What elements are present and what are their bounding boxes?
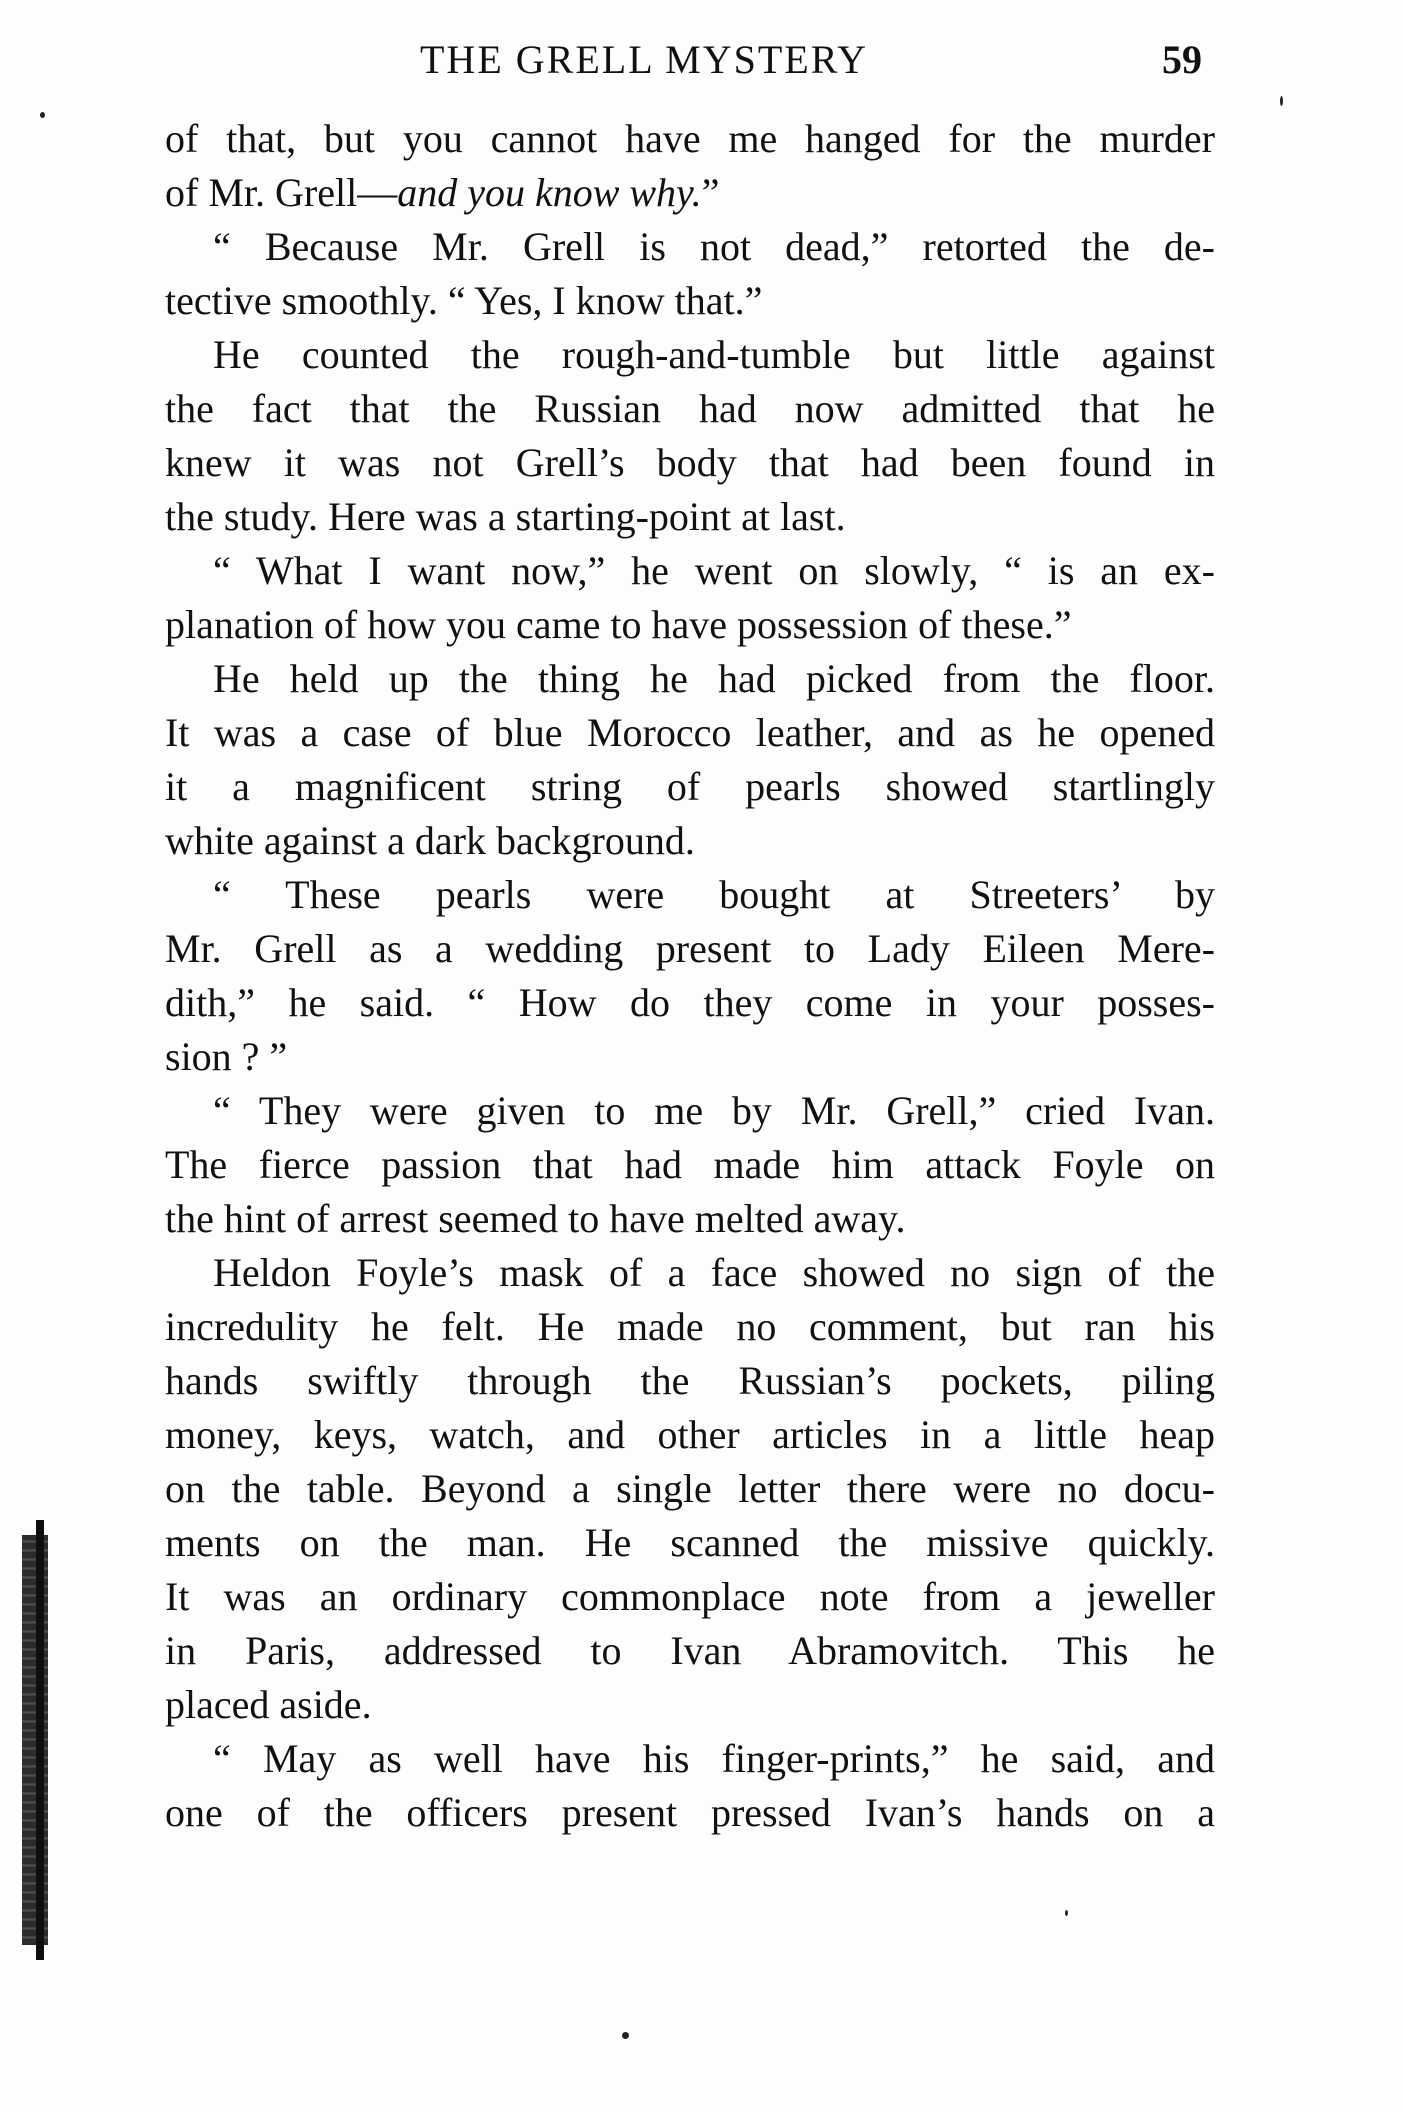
paper-speck [1280, 96, 1283, 106]
text-line: on the table. Beyond a single letter there were no docu- [165, 1466, 1215, 1511]
text-line: ments on the man. He scanned the missive quickly. [165, 1520, 1215, 1565]
text-line: white against a dark background. [165, 818, 695, 863]
text-line: knew it was not Grell’s body that had been found in [165, 440, 1215, 485]
text-line: He held up the thing he had picked from the floor. [213, 656, 1215, 701]
text-line [165, 166, 1215, 220]
text-line: “ These pearls were bought at Streeters’ by [213, 872, 1215, 917]
text-line: the hint of arrest seemed to have melted away. [165, 1196, 906, 1241]
text-line: It was a case of blue Morocco leather, and as he opened [165, 710, 1215, 755]
running-title: THE GRELL MYSTERY [420, 37, 869, 82]
text-line: Heldon Foyle’s mask of a face showed no sign of the [213, 1250, 1215, 1295]
text-line: one of the officers present pressed Ivan’s hands on a [165, 1790, 1215, 1835]
italic-phrase: and you know why. [397, 170, 702, 215]
text-line: placed aside. [165, 1682, 372, 1727]
text-line: “ May as well have his finger-prints,” he said, and [213, 1736, 1215, 1781]
text-line: tective smoothly. “ Yes, I know that.” [165, 278, 763, 323]
text-line: “ Because Mr. Grell is not dead,” retorted the de- [213, 224, 1215, 269]
body-text [165, 112, 1215, 1840]
text-line: “ They were given to me by Mr. Grell,” cried Ivan. [213, 1088, 1215, 1133]
text-line: money, keys, watch, and other articles in a little heap [165, 1412, 1215, 1457]
binding-edge-shadow [36, 1520, 44, 1960]
text-segment: ” [701, 170, 720, 215]
text-line: incredulity he felt. He made no comment, but ran his [165, 1304, 1215, 1349]
text-line: planation of how you came to have possession of these.” [165, 602, 1072, 647]
text-line: “ What I want now,” he went on slowly, “ is an ex- [213, 548, 1215, 593]
paper-speck [40, 112, 45, 118]
text-line: hands swiftly through the Russian’s pockets, piling [165, 1358, 1215, 1403]
paper-speck [1065, 1910, 1068, 1916]
binding-edge-mark [22, 1535, 48, 1945]
text-segment: of Mr. Grell— [165, 170, 398, 215]
text-line: of that, but you cannot have me hanged for the murder [165, 116, 1215, 161]
text-line: The fierce passion that had made him attack Foyle on [165, 1142, 1215, 1187]
text-line: He counted the rough-and-tumble but little against [213, 332, 1215, 377]
text-line: in Paris, addressed to Ivan Abramovitch. This he [165, 1628, 1215, 1673]
paper-speck [622, 2032, 629, 2039]
text-line: the fact that the Russian had now admitted that he [165, 386, 1215, 431]
text-line: Mr. Grell as a wedding present to Lady Eileen Mere- [165, 926, 1215, 971]
text-line: sion ? ” [165, 1034, 288, 1079]
text-line: the study. Here was a starting-point at last. [165, 494, 846, 539]
text-line: dith,” he said. “ How do they come in your posses- [165, 980, 1215, 1025]
text-line: it a magnificent string of pearls showed startlingly [165, 764, 1215, 809]
page-number: 59 [1162, 37, 1202, 82]
text-line: It was an ordinary commonplace note from a jeweller [165, 1574, 1215, 1619]
